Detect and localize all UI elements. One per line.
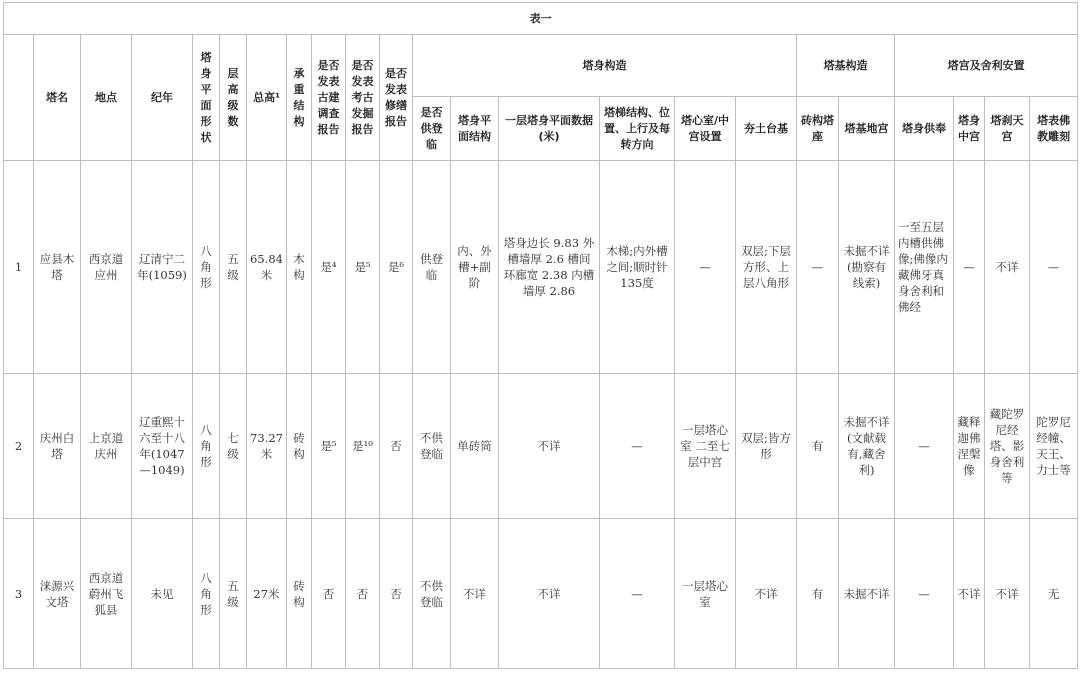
cell-first-floor: 不详 [499, 519, 600, 669]
cell-excavation-report: 否 [346, 519, 380, 669]
cell-height: 65.84米 [247, 161, 287, 374]
cell-core-room: 一层塔心室 二至七层中宫 [675, 374, 736, 519]
header-surface-carving: 塔表佛教雕刻 [1030, 97, 1078, 161]
cell-plan-shape: 八角形 [193, 519, 220, 669]
cell-first-floor: 塔身边长 9.83 外槽墙厚 2.6 槽间环廊宽 2.38 内槽墙厚 2.86 [499, 161, 600, 374]
header-core-room: 塔心室/中宫设置 [675, 97, 736, 161]
cell-brick-base: 有 [797, 374, 839, 519]
cell-survey-report: 是⁴ [312, 161, 346, 374]
cell-stairs: 木梯;内外槽之间;顺时针135度 [600, 161, 675, 374]
cell-first-floor: 不详 [499, 374, 600, 519]
cell-base-palace: 未掘不详 [839, 519, 895, 669]
header-group-body: 塔身构造 [413, 35, 797, 97]
cell-era: 辽清宁二年(1059) [132, 161, 193, 374]
cell-no: 3 [4, 519, 34, 669]
cell-structure: 木构 [287, 161, 312, 374]
cell-surface-carving: 陀罗尼经幢、天王、力士等 [1030, 374, 1078, 519]
cell-climbable: 供登临 [413, 161, 451, 374]
table-title: 表一 [4, 3, 1078, 35]
cell-plan-shape: 八角形 [193, 374, 220, 519]
header-stairs: 塔梯结构、位置、上行及每转方向 [600, 97, 675, 161]
cell-stairs: — [600, 519, 675, 669]
cell-spire-palace: 藏陀罗尼经塔、影身舍利等 [985, 374, 1030, 519]
cell-name: 庆州白塔 [34, 374, 81, 519]
header-rammed-base: 夯土台基 [736, 97, 797, 161]
cell-climbable: 不供登临 [413, 374, 451, 519]
header-excavation-report: 是否发表考古发掘报告 [346, 35, 380, 161]
cell-plan-structure: 单砖筒 [451, 374, 499, 519]
table-row [4, 519, 1078, 669]
cell-body-offering: — [895, 374, 954, 519]
cell-brick-base: — [797, 161, 839, 374]
cell-no: 2 [4, 374, 34, 519]
cell-plan-structure: 内、外槽+副阶 [451, 161, 499, 374]
cell-plan-structure: 不详 [451, 519, 499, 669]
header-plan-structure: 塔身平面结构 [451, 97, 499, 161]
cell-levels: 五级 [220, 161, 247, 374]
cell-climbable: 不供登临 [413, 519, 451, 669]
header-survey-report: 是否发表古建调查报告 [312, 35, 346, 161]
cell-location: 西京道蔚州飞狐县 [81, 519, 132, 669]
cell-era: 辽重熙十六至十八年(1047—1049) [132, 374, 193, 519]
cell-brick-base: 有 [797, 519, 839, 669]
cell-excavation-report: 是⁵ [346, 161, 380, 374]
header-body-offering: 塔身供奉 [895, 97, 954, 161]
cell-body-offering: — [895, 519, 954, 669]
cell-core-room: 一层塔心室 [675, 519, 736, 669]
cell-rammed-base: 不详 [736, 519, 797, 669]
cell-rammed-base: 双层;皆方形 [736, 374, 797, 519]
header-levels: 层高级数 [220, 35, 247, 161]
header-spire-palace: 塔刹天宫 [985, 97, 1030, 161]
cell-name: 涞源兴文塔 [34, 519, 81, 669]
cell-location: 西京道应州 [81, 161, 132, 374]
cell-mid-palace: 藏释迦佛涅槃像 [954, 374, 985, 519]
cell-surface-carving: 无 [1030, 519, 1078, 669]
header-structure: 承重结构 [287, 35, 312, 161]
cell-excavation-report: 是¹⁰ [346, 374, 380, 519]
cell-repair-report: 否 [380, 374, 413, 519]
cell-levels: 七级 [220, 374, 247, 519]
cell-repair-report: 否 [380, 519, 413, 669]
cell-stairs: — [600, 374, 675, 519]
header-repair-report: 是否发表修缮报告 [380, 35, 413, 161]
cell-name: 应县木塔 [34, 161, 81, 374]
cell-spire-palace: 不详 [985, 161, 1030, 374]
cell-core-room: — [675, 161, 736, 374]
header-no [4, 35, 34, 161]
cell-base-palace: 未掘不详(文献载有,藏舍利) [839, 374, 895, 519]
cell-height: 27米 [247, 519, 287, 669]
cell-survey-report: 否 [312, 519, 346, 669]
cell-levels: 五级 [220, 519, 247, 669]
header-mid-palace: 塔身中宫 [954, 97, 985, 161]
cell-structure: 砖构 [287, 374, 312, 519]
comparison-table [3, 2, 1078, 669]
header-brick-base: 砖构塔座 [797, 97, 839, 161]
cell-plan-shape: 八角形 [193, 161, 220, 374]
cell-body-offering: 一至五层内槽供佛像;佛像内藏佛牙真身舍利和佛经 [895, 161, 954, 374]
cell-surface-carving: — [1030, 161, 1078, 374]
header-group-base: 塔基构造 [797, 35, 895, 97]
header-group-palace: 塔宫及舍利安置 [895, 35, 1078, 97]
cell-spire-palace: 不详 [985, 519, 1030, 669]
table-row [4, 161, 1078, 374]
cell-location: 上京道庆州 [81, 374, 132, 519]
cell-mid-palace: 不详 [954, 519, 985, 669]
cell-structure: 砖构 [287, 519, 312, 669]
cell-height: 73.27米 [247, 374, 287, 519]
cell-repair-report: 是⁶ [380, 161, 413, 374]
cell-base-palace: 未掘不详(勘察有线索) [839, 161, 895, 374]
header-first-floor: 一层塔身平面数据(米) [499, 97, 600, 161]
header-era: 纪年 [132, 35, 193, 161]
header-location: 地点 [81, 35, 132, 161]
cell-no: 1 [4, 161, 34, 374]
cell-mid-palace: — [954, 161, 985, 374]
cell-rammed-base: 双层;下层方形、上层八角形 [736, 161, 797, 374]
cell-era: 未见 [132, 519, 193, 669]
cell-survey-report: 是⁵ [312, 374, 346, 519]
table-row [4, 374, 1078, 519]
header-name: 塔名 [34, 35, 81, 161]
header-plan-shape: 塔身平面形状 [193, 35, 220, 161]
header-base-palace: 塔基地宫 [839, 97, 895, 161]
header-height: 总高¹ [247, 35, 287, 161]
header-climbable: 是否供登临 [413, 97, 451, 161]
